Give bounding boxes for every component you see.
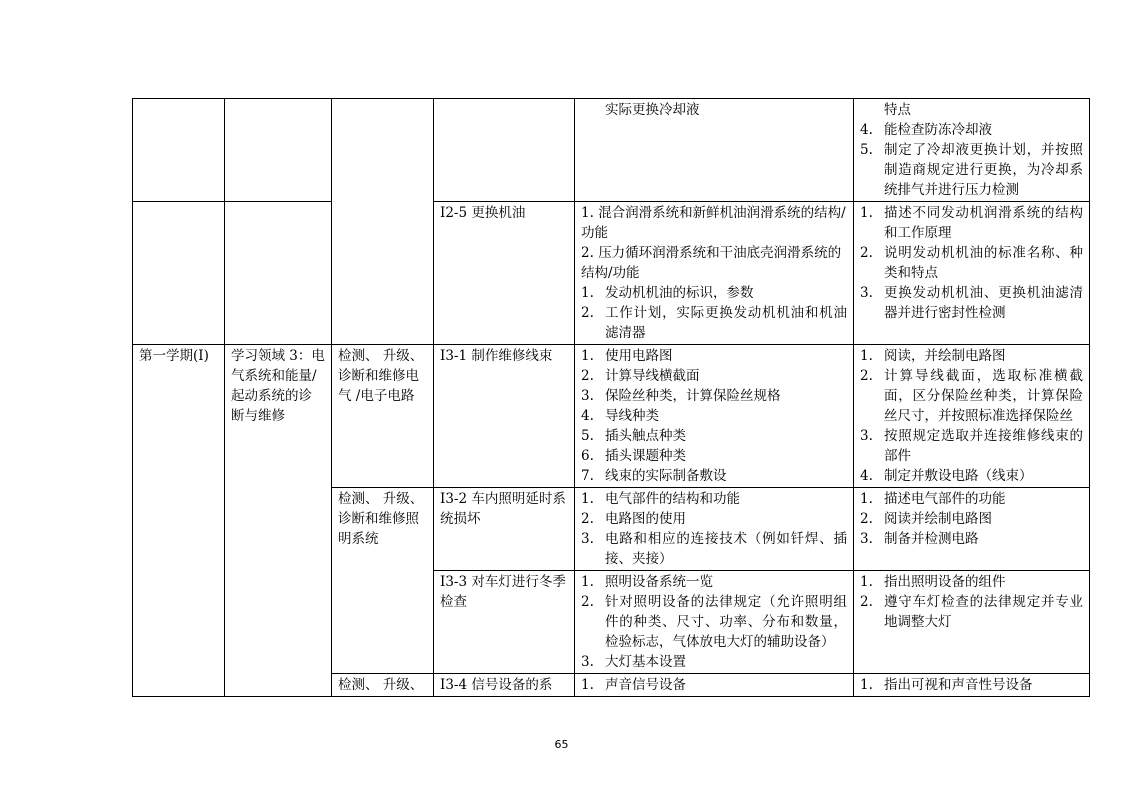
- goals-cell: [854, 674, 1090, 697]
- item-text: 保险丝种类，计算保险丝规格: [605, 388, 781, 404]
- item-text: 大灯基本设置: [605, 654, 686, 670]
- item-number: 1.: [860, 348, 873, 364]
- item-number: 5.: [860, 142, 873, 158]
- item-text: 遵守车灯检查的法律规定并专业地调整大灯: [884, 594, 1083, 630]
- list-item: [860, 466, 1083, 486]
- list-item: [860, 243, 1083, 283]
- task-cell: 检测、 升级、诊断和维修照明系统: [332, 488, 434, 674]
- item-text: 描述电气部件的功能: [884, 491, 1006, 507]
- semester-cell-empty: [133, 202, 225, 345]
- item-text: 声音信号设备: [605, 677, 686, 693]
- content-cell: [575, 99, 854, 202]
- content-list: [581, 489, 847, 569]
- item-number: 1.: [581, 491, 594, 507]
- item-number: 1.: [860, 205, 873, 221]
- list-item: [581, 466, 847, 486]
- item-text: 制备并检测电路: [884, 531, 979, 547]
- list-item: [860, 203, 1083, 243]
- item-number: 5.: [581, 428, 594, 444]
- list-item: [860, 283, 1083, 323]
- item-text: 压力循环润滑系统和干油底壳润滑系统的结构/功能: [581, 245, 842, 281]
- item-text: 描述不同发动机润滑系统的结构和工作原理: [884, 205, 1083, 241]
- content-cell: [575, 202, 854, 345]
- item-text: 电路和相应的连接技术（例如钎焊、插接、夹接）: [605, 531, 847, 567]
- item-text: 制定并敷设电路（线束）: [884, 468, 1033, 484]
- item-number: 3.: [860, 285, 873, 301]
- item-number: 3.: [581, 388, 594, 404]
- field-cell-empty: [225, 99, 332, 202]
- content-continued-text: 实际更换冷却液: [605, 102, 700, 118]
- item-text: 插头触点种类: [605, 428, 686, 444]
- item-number: 2.: [860, 511, 873, 527]
- situation-cell: I3-4 信号设备的系: [434, 674, 575, 697]
- item-number: 1.: [860, 677, 873, 693]
- task-cell: 检测、 升级、: [332, 674, 434, 697]
- goals-cell: [854, 202, 1090, 345]
- item-number: 7.: [581, 468, 594, 484]
- item-number: 3.: [581, 531, 594, 547]
- item-number: 2.: [860, 594, 873, 610]
- list-item: [581, 652, 847, 672]
- list-item: [581, 346, 847, 366]
- item-number: 6.: [581, 448, 594, 464]
- goals-list: [860, 346, 1083, 486]
- list-item: [860, 120, 1083, 140]
- item-text: 工作计划，实际更换发动机机油和机油滤清器: [605, 305, 847, 341]
- table-row: [133, 99, 1090, 202]
- item-text: 更换发动机机油、更换机油滤清器并进行密封性检测: [884, 285, 1083, 321]
- goals-list: [860, 120, 1083, 200]
- item-text: 照明设备系统一览: [605, 574, 713, 590]
- content-cell: [575, 674, 854, 697]
- item-text: 阅读，并绘制电路图: [884, 348, 1006, 364]
- item-number: 3.: [581, 654, 594, 670]
- semester-cell-empty: [133, 99, 225, 202]
- list-item: [581, 406, 847, 426]
- content-list: [581, 283, 847, 343]
- item-text: 能检查防冻冷却液: [884, 122, 992, 138]
- item-text: 按照规定选取并连接维修线束的部件: [884, 428, 1083, 464]
- table-row: [133, 345, 1090, 488]
- item-number: 1.: [581, 285, 594, 301]
- list-item: [581, 592, 847, 652]
- item-text: 计算导线截面，选取标准横截面，区分保险丝种类，计算保险丝尺寸，并按照标准选择保险丝: [884, 368, 1083, 424]
- goal-continued-text: 特点: [884, 102, 911, 118]
- list-item: [860, 529, 1083, 549]
- item-number: 1.: [581, 677, 594, 693]
- item-text: 使用电路图: [605, 348, 673, 364]
- goals-cell: [854, 99, 1090, 202]
- item-number: 3.: [860, 531, 873, 547]
- content-cell: [575, 345, 854, 488]
- list-item: [581, 426, 847, 446]
- situation-cell: I3-2 车内照明延时系统损坏: [434, 488, 575, 571]
- item-number: 1.: [860, 574, 873, 590]
- goals-cell: [854, 488, 1090, 571]
- learning-field-cell: 学习领域 3：电气系统和能量/起动系统的诊断与维修: [225, 345, 332, 697]
- content-cell: [575, 571, 854, 674]
- item-text: 发动机机油的标识，参数: [605, 285, 754, 301]
- item-text: 针对照明设备的法律规定（允许照明组件的种类、尺寸、功率、分布和数量，检验标志，气体放电大灯的辅助设备）: [605, 594, 847, 650]
- list-item: [860, 366, 1083, 426]
- item-number: 1.: [860, 491, 873, 507]
- list-item: [860, 592, 1083, 632]
- content-list: [581, 572, 847, 672]
- situation-cell-empty: [434, 99, 575, 202]
- content-text-2: [581, 243, 847, 283]
- page-number: 65: [554, 738, 569, 751]
- item-text: 插头课题种类: [605, 448, 686, 464]
- list-item: [581, 572, 847, 592]
- item-number: 4.: [860, 122, 873, 138]
- list-item: [581, 509, 847, 529]
- item-number: 1.: [581, 348, 594, 364]
- item-text: 指出照明设备的组件: [884, 574, 1006, 590]
- item-number: 4.: [581, 408, 594, 424]
- goals-list: [860, 675, 1083, 695]
- content-list: [581, 675, 847, 695]
- goals-cell: [854, 345, 1090, 488]
- item-number: 4.: [860, 468, 873, 484]
- situation-cell: I3-1 制作维修线束: [434, 345, 575, 488]
- content-list: [581, 346, 847, 486]
- item-number: 2.: [581, 511, 594, 527]
- goals-cell: [854, 571, 1090, 674]
- content-text-1: [581, 203, 847, 243]
- field-cell-empty: [225, 202, 332, 345]
- list-item: [581, 675, 847, 695]
- task-cell-empty: [332, 99, 434, 345]
- item-text: 电气部件的结构和功能: [605, 491, 740, 507]
- item-text: 指出可视和声音性号设备: [884, 677, 1033, 693]
- item-number: 2.: [581, 305, 594, 321]
- item-text: 电路图的使用: [605, 511, 686, 527]
- list-item: [581, 303, 847, 343]
- goals-list: [860, 203, 1083, 323]
- item-number: 1.: [581, 574, 594, 590]
- list-item: [581, 386, 847, 406]
- list-item: [860, 675, 1083, 695]
- goals-list: [860, 572, 1083, 632]
- situation-cell: I2-5 更换机油: [434, 202, 575, 345]
- item-number: 2.: [860, 245, 873, 261]
- item-number: 2.: [581, 245, 594, 261]
- item-number: 1.: [581, 205, 594, 221]
- curriculum-table: [132, 98, 1090, 697]
- item-text: 导线种类: [605, 408, 659, 424]
- list-item: [581, 446, 847, 466]
- list-item: [581, 489, 847, 509]
- list-item: [860, 572, 1083, 592]
- item-text: 说明发动机机油的标准名称、种类和特点: [884, 245, 1083, 281]
- list-item: [860, 140, 1083, 200]
- item-number: 2.: [581, 594, 594, 610]
- semester-cell: 第一学期(I): [133, 345, 225, 697]
- item-text: 计算导线横截面: [605, 368, 700, 384]
- table-row: [133, 202, 1090, 345]
- situation-cell: I3-3 对车灯进行冬季检查: [434, 571, 575, 674]
- list-item: [860, 489, 1083, 509]
- task-cell: 检测、 升级、诊断和维修电气 /电子电路: [332, 345, 434, 488]
- list-item: [860, 509, 1083, 529]
- item-number: 2.: [860, 368, 873, 384]
- item-number: 2.: [581, 368, 594, 384]
- item-text: 线束的实际制备敷设: [605, 468, 727, 484]
- item-number: 3.: [860, 428, 873, 444]
- item-text: 制定了冷却液更换计划，并按照制造商规定进行更换，为冷却系统排气并进行压力检测: [884, 142, 1083, 198]
- content-cell: [575, 488, 854, 571]
- item-text: 阅读并绘制电路图: [884, 511, 992, 527]
- list-item: [581, 529, 847, 569]
- list-item: [581, 283, 847, 303]
- list-item: [860, 346, 1083, 366]
- item-text: 混合润滑系统和新鲜机油润滑系统的结构/功能: [581, 205, 846, 241]
- list-item: [581, 366, 847, 386]
- goals-list: [860, 489, 1083, 549]
- list-item: [860, 426, 1083, 466]
